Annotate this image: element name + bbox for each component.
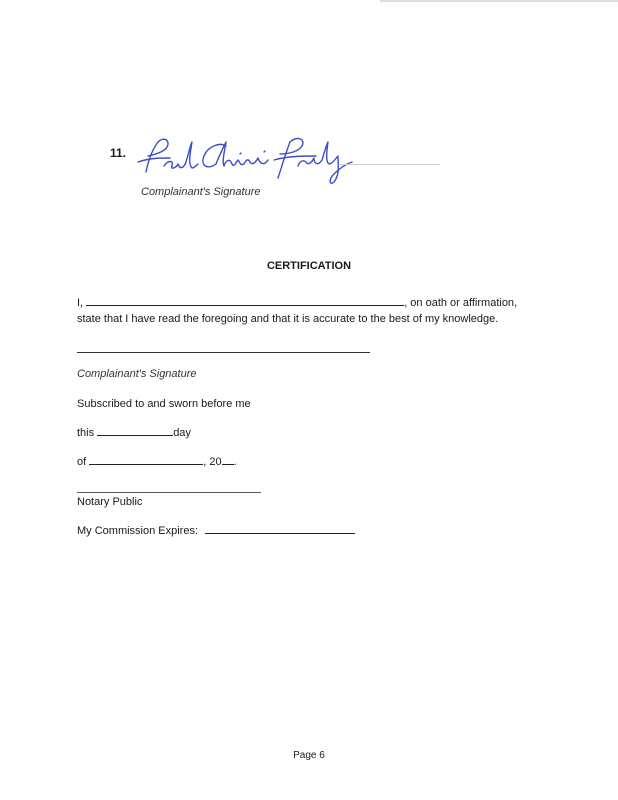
page-number: Page 6: [293, 750, 325, 761]
commission-blank[interactable]: [205, 524, 355, 534]
month-line: [77, 455, 237, 468]
day-label: day: [173, 427, 191, 439]
notary-public-label: Notary Public: [77, 496, 143, 508]
scan-edge-mark: [380, 0, 618, 2]
signature-blank-line[interactable]: [77, 352, 370, 353]
notary-signature-line[interactable]: [77, 492, 261, 493]
year-text: , 20: [203, 456, 222, 468]
day-line: [77, 426, 191, 439]
signature-line: [340, 164, 440, 165]
complainant-signature-label: Complainant's Signature: [77, 368, 197, 380]
year-blank[interactable]: [222, 455, 234, 465]
year-end: .: [233, 456, 237, 468]
certification-heading: CERTIFICATION: [266, 260, 352, 272]
oath-line: [77, 296, 517, 309]
handwritten-signature: [128, 132, 368, 188]
commission-label: My Commission Expires:: [77, 525, 199, 537]
commission-line: [77, 524, 355, 537]
oath-suffix: , on oath or affirmation,: [404, 297, 518, 309]
day-blank[interactable]: [97, 426, 173, 436]
this-prefix: this: [77, 427, 95, 439]
month-blank[interactable]: [89, 455, 203, 465]
oath-prefix: I,: [77, 297, 84, 309]
statement-line: state that I have read the foregoing and that it is accurate to the best of my knowledge.: [77, 313, 499, 325]
complainant-signature-caption: Complainant's Signature: [141, 186, 261, 198]
item-number: 11.: [110, 146, 127, 160]
name-blank[interactable]: [86, 296, 404, 306]
subscribed-text: Subscribed to and sworn before me: [77, 398, 251, 410]
of-prefix: of: [77, 456, 87, 468]
